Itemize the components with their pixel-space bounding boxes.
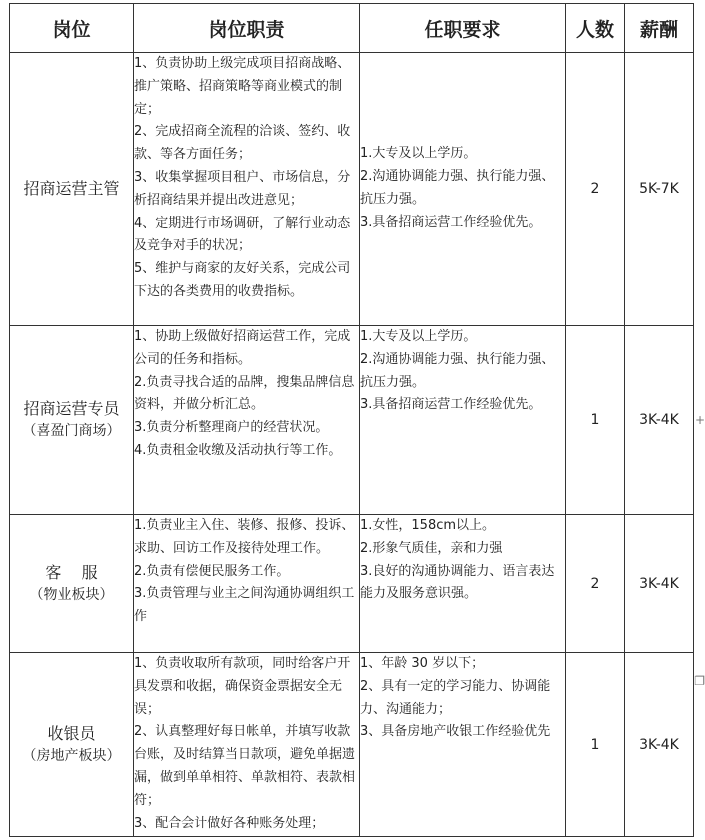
duty-item: 4.负责租金收缴及活动执行等工作。: [134, 442, 342, 458]
position-subtitle: （物业板块）: [29, 586, 114, 603]
duties-cell: [134, 53, 360, 326]
requirements-cell: [360, 515, 566, 653]
table-row: [10, 53, 694, 326]
duty-item: 3.负责分析整理商户的经营状况。: [134, 420, 329, 436]
requirement-item: 1.女性，158cm以上。: [360, 518, 496, 533]
position-cell: [10, 326, 134, 515]
salary-cell: 3K-4K: [625, 326, 694, 515]
requirement-item: 3.具备招商运营工作经验优先。: [360, 397, 542, 413]
duty-item: 2、认真整理好每日帐单，并填写收款台账，及时结算当日款项，避免单据遗漏，做到单单相符、单款相符、表款相符；: [134, 724, 356, 808]
headcount-cell: 1: [566, 653, 625, 837]
header-count: 人数: [566, 4, 625, 53]
duty-item: 1、负责收取所有款项，同时给客户开具发票和收据，确保资金票据安全无误；: [134, 656, 351, 717]
requirement-item: 1.大专及以上学历。: [360, 146, 477, 162]
position-cell: [10, 53, 134, 326]
salary-cell: 3K-4K: [625, 515, 694, 653]
header-row: [10, 4, 694, 53]
duty-item: 2.负责有偿便民服务工作。: [134, 563, 290, 579]
requirement-item: 3.良好的沟通协调能力、语言表达能力及服务意识强。: [360, 563, 555, 602]
header-position: 岗位: [10, 4, 134, 53]
position-title: 招商运营专员: [23, 399, 120, 418]
duty-item: 1、协助上级做好招商运营工作，完成公司的任务和指标。: [134, 329, 351, 367]
requirement-item: 1、年龄 30 岁以下；: [360, 656, 485, 671]
table-row: [10, 515, 694, 653]
duty-item: 2、完成招商全流程的洽谈、签约、收款、等各方面任务；: [134, 124, 351, 163]
table-row: [10, 326, 694, 515]
duty-item: 4、定期进行市场调研，了解行业动态及竞争对手的状况；: [134, 215, 351, 254]
position-subtitle: （喜盈门商场）: [22, 423, 121, 439]
position-title: 收银员: [47, 723, 96, 743]
duty-item: 3、配合会计做好各种账务处理；: [134, 815, 325, 831]
requirement-item: 2.形象气质佳，亲和力强: [360, 540, 503, 556]
requirements-cell: [360, 653, 566, 837]
requirement-item: 1.大专及以上学历。: [360, 329, 477, 344]
requirement-item: 2.沟通协调能力强、执行能力强、抗压力强。: [360, 351, 555, 390]
position-cell: [10, 515, 134, 653]
duty-item: 1、负责协助上级完成项目招商战略、推广策略、招商策略等商业模式的制定；: [134, 56, 351, 117]
header-duties: 岗位职责: [134, 4, 360, 53]
duty-item: 3、收集掌握项目租户、市场信息，分析招商结果并提出改进意见；: [134, 169, 351, 208]
headcount-cell: 1: [566, 326, 625, 515]
table-add-column-icon[interactable]: +: [694, 413, 705, 427]
duty-item: 3.负责管理与业主之间沟通协调组织工作: [134, 586, 355, 625]
header-requirements: 任职要求: [360, 4, 566, 53]
job-table: [9, 3, 694, 837]
requirement-item: 3.具备招商运营工作经验优先。: [360, 214, 542, 230]
duty-item: 5、维护与商家的友好关系，完成公司下达的各类费用的收费指标。: [134, 261, 351, 299]
header-salary: 薪酬: [625, 4, 694, 53]
position-title: 招商运营主管: [23, 179, 120, 198]
duties-cell: [134, 653, 360, 837]
duties-cell: [134, 326, 360, 515]
requirements-cell: [360, 326, 566, 515]
salary-cell: 3K-4K: [625, 653, 694, 837]
requirement-item: 3、具备房地产收银工作经验优先: [360, 724, 551, 740]
duties-cell: [134, 515, 360, 653]
salary-cell: 5K-7K: [625, 53, 694, 326]
position-title: 客 服: [45, 562, 98, 582]
headcount-cell: 2: [566, 53, 625, 326]
table-row: [10, 653, 694, 837]
position-subtitle: （房地产板块）: [22, 747, 121, 764]
position-cell: [10, 653, 134, 837]
headcount-cell: 2: [566, 515, 625, 653]
requirements-cell: [360, 53, 566, 326]
requirement-item: 2、具有一定的学习能力、协调能力、沟通能力；: [360, 678, 551, 717]
requirement-item: 2.沟通协调能力强、执行能力强、抗压力强。: [360, 169, 555, 207]
layout-options-icon[interactable]: ❐: [694, 674, 705, 688]
duty-item: 2.负责寻找合适的品牌，搜集品牌信息资料，并做分析汇总。: [134, 374, 355, 413]
duty-item: 1.负责业主入住、装修、报修、投诉、求助、回访工作及接待处理工作。: [134, 518, 355, 556]
